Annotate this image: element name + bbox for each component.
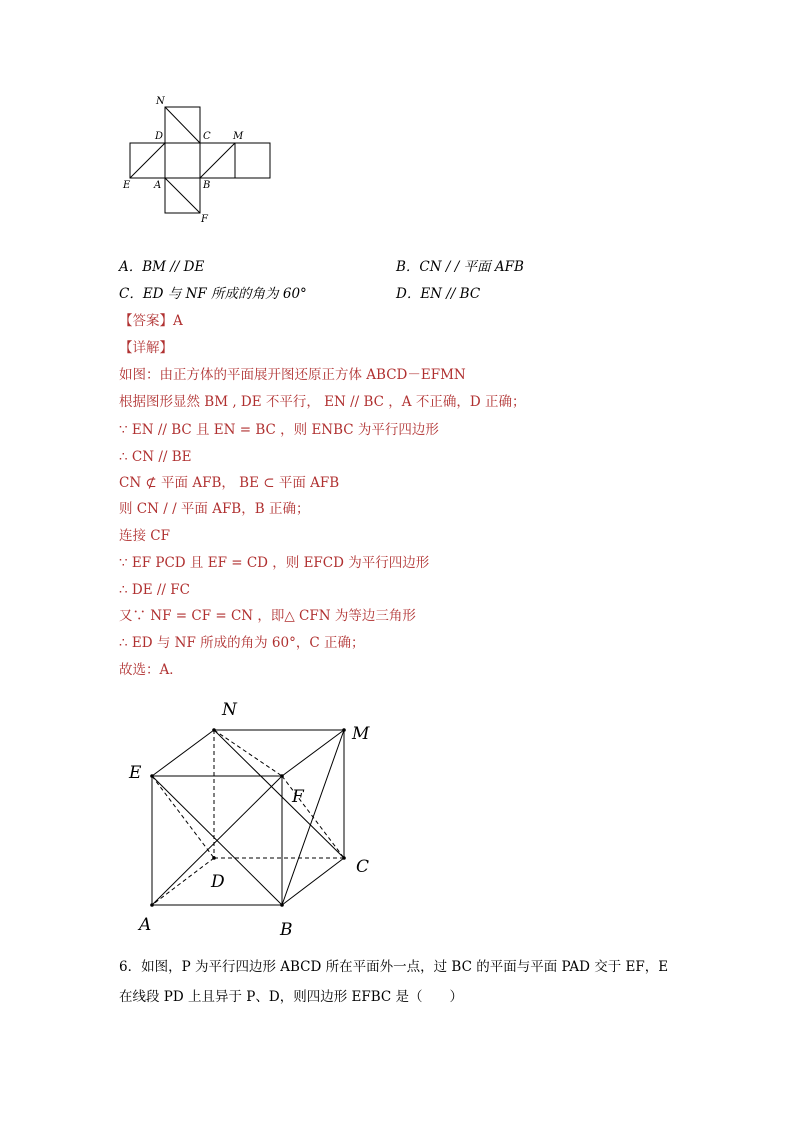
solution-line-6: 则 CN / / 平面 AFB，B 正确； xyxy=(119,501,310,517)
net-label-e: E xyxy=(123,180,131,191)
cube-label-a: A xyxy=(139,915,152,935)
option-b: B．CN / / 平面 AFB xyxy=(396,259,524,275)
net-label-b: B xyxy=(203,180,211,191)
net-lines xyxy=(130,107,270,213)
net-label-n: N xyxy=(156,96,165,107)
solution-line-3: ∵ EN // BC 且 EN = BC ，则 ENBC 为平行四边形 xyxy=(119,422,439,438)
net-label-f: F xyxy=(201,214,208,225)
net-label-d: D xyxy=(155,131,164,142)
cube-solid-edges xyxy=(152,730,344,905)
net-label-c: C xyxy=(203,131,211,142)
cube-hidden-edges xyxy=(152,730,344,905)
net-label-a: A xyxy=(154,180,162,191)
cube-net-figure xyxy=(118,90,288,230)
question6-line-1: 6．如图，P 为平行四边形 ABCD 所在平面外一点，过 BC 的平面与平面 PAD 交于 EF，E xyxy=(119,959,669,975)
solution-line-5: CN ⊄ 平面 AFB， BE ⊂ 平面 AFB xyxy=(119,475,340,491)
cube-label-b: B xyxy=(280,920,293,940)
solution-line-9: ∴ DE // FC xyxy=(119,582,190,598)
cube-label-n: N xyxy=(222,700,237,720)
net-label-m: M xyxy=(233,131,244,142)
cube-label-d: D xyxy=(211,872,225,892)
cube-label-f: F xyxy=(292,787,304,807)
option-c: C．ED 与 NF 所成的角为 60° xyxy=(119,286,307,302)
cube-figure xyxy=(125,695,385,945)
solution-line-10: 又∵ NF = CF = CN ，即△ CFN 为等边三角形 xyxy=(119,608,416,624)
solution-line-11: ∴ ED 与 NF 所成的角为 60°，C 正确； xyxy=(119,635,365,651)
cube-label-e: E xyxy=(129,763,142,783)
option-d: D．EN // BC xyxy=(396,286,481,302)
detail-heading: 【详解】 xyxy=(119,340,173,356)
solution-line-8: ∵ EF PCD 且 EF = CD ，则 EFCD 为平行四边形 xyxy=(119,555,430,571)
option-a: A．BM // DE xyxy=(119,259,205,275)
cube-label-m: M xyxy=(352,724,370,744)
solution-line-2: 根据图形显然 BM , DE 不平行， EN // BC ，A 不正确，D 正确； xyxy=(119,394,526,410)
solution-line-4: ∴ CN // BE xyxy=(119,449,192,465)
answer-line: 【答案】A xyxy=(119,313,183,329)
solution-line-12: 故选：A． xyxy=(119,662,183,678)
solution-line-7: 连接 CF xyxy=(119,528,170,544)
question6-line-2: 在线段 PD 上且异于 P、D，则四边形 EFBC 是（ ） xyxy=(119,989,463,1005)
solution-line-1: 如图：由正方体的平面展开图还原正方体 ABCD－EFMN xyxy=(119,367,466,383)
cube-label-c: C xyxy=(356,857,370,877)
